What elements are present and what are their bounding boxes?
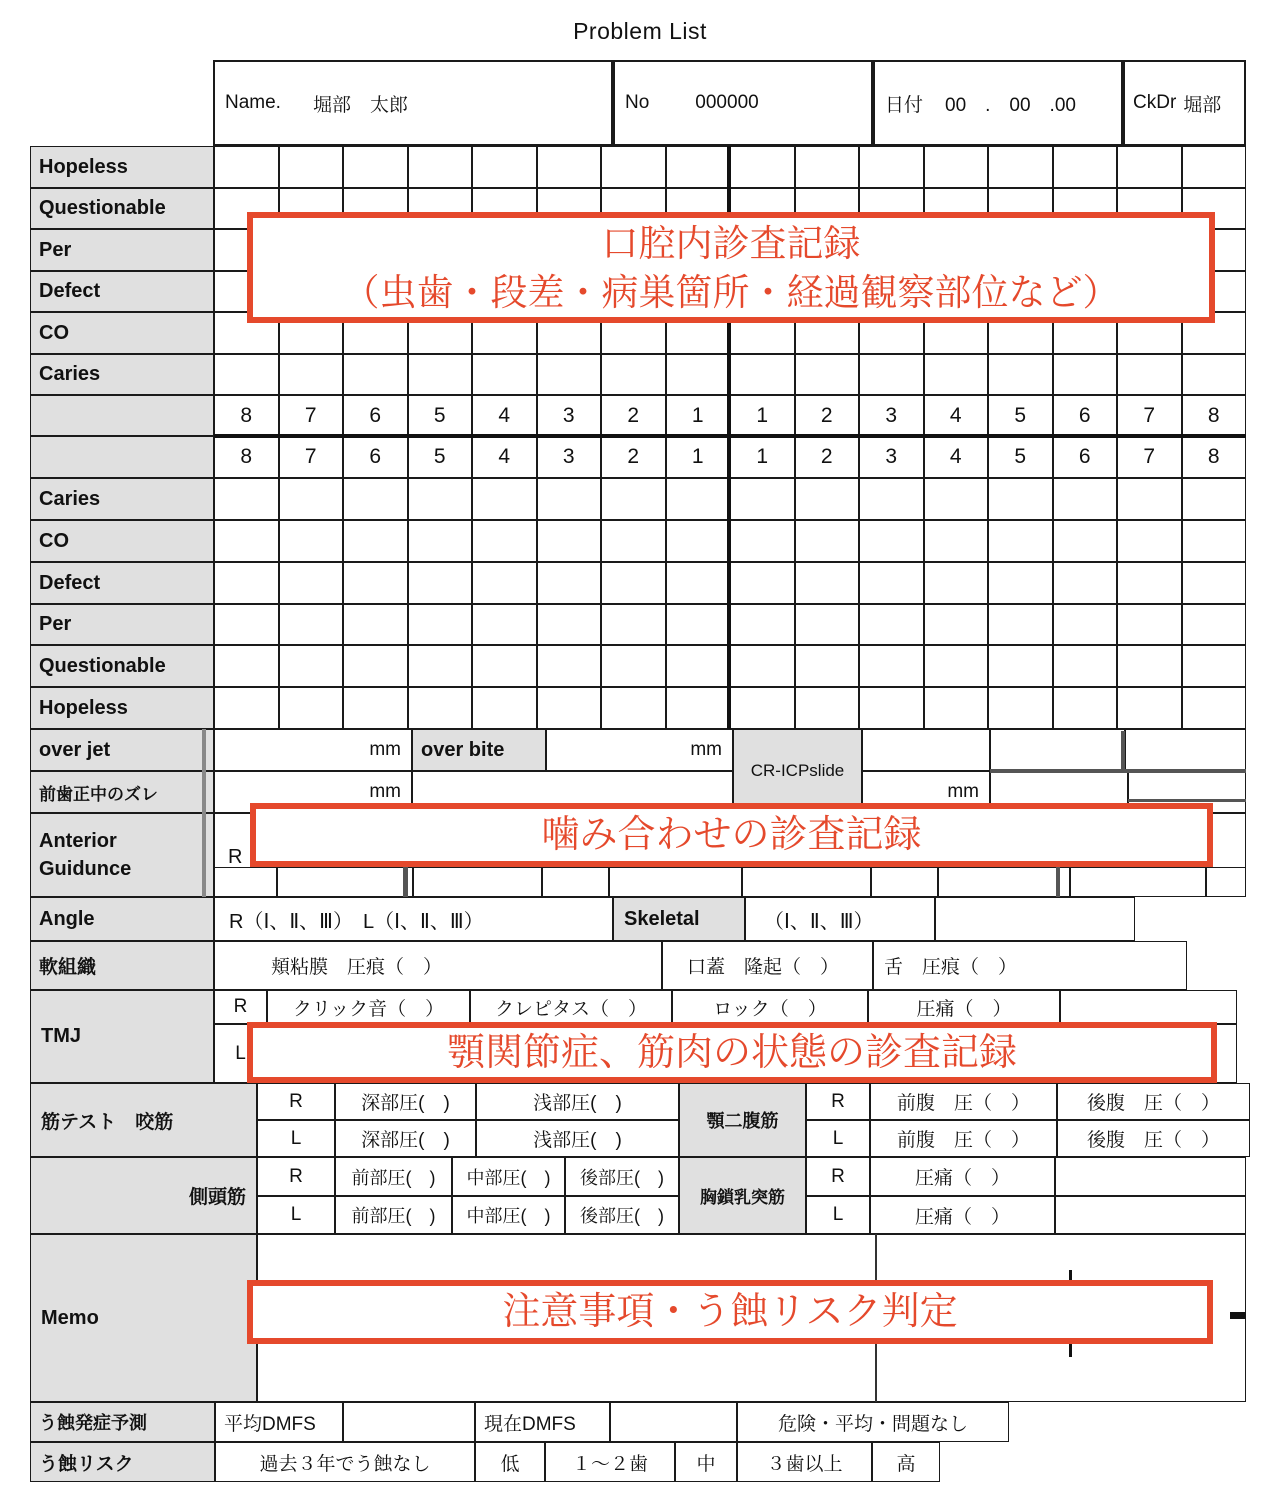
tmj-blank-cell xyxy=(1060,990,1237,1024)
anterior-guidance-subcell xyxy=(214,867,277,897)
grid-cell xyxy=(1117,562,1182,604)
grid-cell xyxy=(472,146,537,188)
grid-cell xyxy=(666,645,731,687)
tooth-number-cell-lower: 7 xyxy=(1117,436,1182,478)
digastric-label: 顎二腹筋 xyxy=(679,1083,806,1157)
header-date-cell xyxy=(873,60,1123,146)
caries-risk-none-cell: 過去３年でう蝕なし xyxy=(215,1442,475,1482)
grid-cell xyxy=(601,520,666,562)
caries-prediction-label: う蝕発症予測 xyxy=(30,1402,215,1442)
caries-risk-mid-cell: 中 xyxy=(675,1442,737,1482)
anterior-guidance-subcell xyxy=(609,867,742,897)
grid-cell xyxy=(988,478,1053,520)
grid-cell xyxy=(537,146,602,188)
grid-cell xyxy=(730,354,795,395)
no-label: No xyxy=(625,92,650,113)
grid-cell xyxy=(859,146,924,188)
midline-label: 前歯正中のズレ xyxy=(30,771,214,813)
overjet-blank-cell-2 xyxy=(990,729,1125,771)
avg-dmfs-value-cell xyxy=(343,1402,475,1442)
scm-label: 胸鎖乳突筋 xyxy=(679,1157,806,1234)
digastric-l-cell: L xyxy=(806,1120,870,1157)
grid-cell xyxy=(343,354,408,395)
grid-cell xyxy=(1117,687,1182,729)
grid-cell xyxy=(279,604,344,645)
no-value: 000000 xyxy=(695,92,759,113)
grid-cell xyxy=(730,604,795,645)
tooth-number-cell-lower: 1 xyxy=(666,436,731,478)
grid-cell xyxy=(730,478,795,520)
digastric-anterior-r-cell: 前腹 圧（ ） xyxy=(870,1083,1057,1120)
anterior-guidance-subcell xyxy=(277,867,413,897)
masseter-r-cell: R xyxy=(257,1083,335,1120)
tooth-number-cell-upper: 3 xyxy=(537,395,602,436)
anterior-guidance-subcell xyxy=(742,867,871,897)
scm-pain-l-cell: 圧痛（ ） xyxy=(870,1196,1055,1234)
grid-cell xyxy=(1117,478,1182,520)
tooth-number-cell-upper: 8 xyxy=(214,395,279,436)
artifact-gray-line-v4 xyxy=(202,729,206,897)
grid-cell xyxy=(343,687,408,729)
tmj-label: TMJ xyxy=(30,990,214,1083)
grid-cell xyxy=(408,520,473,562)
grid-cell xyxy=(859,645,924,687)
caries-risk-low-cell: 低 xyxy=(475,1442,545,1482)
memo-label: Memo xyxy=(30,1234,257,1402)
grid-cell xyxy=(795,645,860,687)
grid-cell xyxy=(472,687,537,729)
temporalis-rear-r-cell: 後部圧( ) xyxy=(565,1157,679,1196)
tooth-number-cell-upper: 4 xyxy=(924,395,989,436)
grid-cell xyxy=(859,478,924,520)
tooth-number-cell-upper: 5 xyxy=(988,395,1053,436)
digastric-posterior-r-cell: 後腹 圧（ ） xyxy=(1057,1083,1250,1120)
tooth-number-cell-lower: 3 xyxy=(537,436,602,478)
tooth-number-label-stub-upper xyxy=(30,395,214,436)
grid-cell xyxy=(408,146,473,188)
scm-blank-r-cell xyxy=(1055,1157,1246,1196)
tooth-number-cell-upper: 7 xyxy=(279,395,344,436)
tooth-grid-occlusal-line xyxy=(214,434,1246,438)
anterior-guidance-label-line1: Anterior xyxy=(39,830,117,852)
grid-cell xyxy=(988,146,1053,188)
grid-cell xyxy=(472,354,537,395)
grid-cell xyxy=(279,478,344,520)
grid-cell xyxy=(730,687,795,729)
temporalis-middle-r-cell: 中部圧( ) xyxy=(452,1157,565,1196)
digastric-r-cell: R xyxy=(806,1083,870,1120)
grid-cell xyxy=(537,604,602,645)
grid-cell xyxy=(214,645,279,687)
angle-label: Angle xyxy=(30,897,214,941)
temporalis-rear-l-cell: 後部圧( ) xyxy=(565,1196,679,1234)
grid-cell xyxy=(472,520,537,562)
artifact-gray-line-h1 xyxy=(990,769,1246,773)
grid-cell xyxy=(859,687,924,729)
annotation-tmj-text: 顎関節症、筋肉の状態の診査記録 xyxy=(446,1031,1017,1074)
grid-cell xyxy=(924,645,989,687)
scm-r-cell: R xyxy=(806,1157,870,1196)
grid-cell xyxy=(214,562,279,604)
tooth-number-label-stub-lower xyxy=(30,436,214,478)
grid-cell xyxy=(408,604,473,645)
grid-cell xyxy=(1182,604,1247,645)
grid-cell xyxy=(279,562,344,604)
grid-cell xyxy=(666,562,731,604)
grid-cell xyxy=(537,354,602,395)
tooth-number-cell-lower: 1 xyxy=(730,436,795,478)
grid-cell xyxy=(279,354,344,395)
grid-cell xyxy=(408,687,473,729)
grid-cell xyxy=(666,478,731,520)
masseter-shallow-l-cell: 浅部圧( ) xyxy=(476,1120,679,1157)
scm-pain-r-cell: 圧痛（ ） xyxy=(870,1157,1055,1196)
grid-cell xyxy=(795,146,860,188)
grid-cell xyxy=(795,562,860,604)
anterior-guidance-subcell xyxy=(871,867,938,897)
angle-blank-cell xyxy=(935,897,1135,941)
row-label-co-upper: CO xyxy=(30,312,214,354)
midline-value-cell: mm xyxy=(214,771,412,813)
scm-l-cell: L xyxy=(806,1196,870,1234)
grid-cell xyxy=(730,146,795,188)
current-dmfs-value-cell xyxy=(610,1402,737,1442)
grid-cell xyxy=(859,520,924,562)
artifact-gray-line-v1 xyxy=(1121,731,1125,771)
grid-cell xyxy=(924,520,989,562)
annotation-intraoral-line1: 口腔内診査記録 xyxy=(601,222,861,264)
tooth-number-cell-upper: 6 xyxy=(1053,395,1118,436)
anterior-guidance-subcell xyxy=(1206,867,1246,897)
skeletal-label: Skeletal xyxy=(613,897,745,941)
row-label-defect-lower: Defect xyxy=(30,562,214,604)
tooth-number-cell-lower: 7 xyxy=(279,436,344,478)
grid-cell xyxy=(408,478,473,520)
header-ckdr-cell xyxy=(1123,60,1246,146)
soft-tissue-cheek-cell: 頬粘膜 圧痕（ ） xyxy=(214,941,662,990)
overjet-blank-cell-1 xyxy=(862,729,990,771)
date-value: 00 . 00 .00 xyxy=(945,94,1076,116)
grid-cell xyxy=(1117,604,1182,645)
caries-risk-one-two-cell: １〜２歯 xyxy=(545,1442,675,1482)
tooth-number-cell-lower: 2 xyxy=(795,436,860,478)
annotation-memo-text: 注意事項・う蝕リスク判定 xyxy=(502,1291,958,1333)
tooth-number-cell-upper: 1 xyxy=(730,395,795,436)
grid-cell xyxy=(924,687,989,729)
soft-tissue-label: 軟組織 xyxy=(30,941,214,990)
tooth-number-cell-lower: 2 xyxy=(601,436,666,478)
grid-cell xyxy=(988,520,1053,562)
grid-cell xyxy=(666,354,731,395)
grid-cell xyxy=(537,520,602,562)
grid-cell xyxy=(1182,645,1247,687)
grid-cell xyxy=(343,562,408,604)
tmj-pain-cell: 圧痛（ ） xyxy=(868,990,1060,1024)
anterior-guidance-subcell xyxy=(938,867,1070,897)
tooth-number-cell-upper: 4 xyxy=(472,395,537,436)
grid-cell xyxy=(601,478,666,520)
annotation-intraoral-line2: （虫歯・段差・病巣箇所・経過観察部位など） xyxy=(342,271,1120,313)
tooth-number-cell-upper: 6 xyxy=(343,395,408,436)
annotation-occlusion-exam xyxy=(250,803,1213,867)
grid-cell xyxy=(601,146,666,188)
row-label-caries-upper: Caries xyxy=(30,354,214,395)
grid-cell xyxy=(1182,687,1247,729)
overbite-value-cell: mm xyxy=(546,729,733,771)
caries-risk-three-plus-cell: ３歯以上 xyxy=(737,1442,872,1482)
grid-cell xyxy=(795,478,860,520)
grid-cell xyxy=(1053,478,1118,520)
grid-cell xyxy=(730,520,795,562)
grid-cell xyxy=(1053,687,1118,729)
grid-cell xyxy=(1053,604,1118,645)
grid-cell xyxy=(1182,520,1247,562)
annotation-occlusion-text: 噛み合わせの診査記録 xyxy=(541,814,922,856)
temporalis-r-cell: R xyxy=(257,1157,335,1196)
row-label-per-lower: Per xyxy=(30,604,214,645)
scm-blank-l-cell xyxy=(1055,1196,1246,1234)
tooth-number-cell-lower: 4 xyxy=(472,436,537,478)
grid-cell xyxy=(1117,146,1182,188)
grid-cell xyxy=(343,604,408,645)
grid-cell xyxy=(730,645,795,687)
grid-cell xyxy=(537,562,602,604)
temporalis-front-l-cell: 前部圧( ) xyxy=(335,1196,452,1234)
grid-cell xyxy=(795,520,860,562)
grid-cell xyxy=(214,687,279,729)
tooth-number-cell-upper: 1 xyxy=(666,395,731,436)
grid-cell xyxy=(343,645,408,687)
grid-cell xyxy=(859,354,924,395)
header-no-cell xyxy=(613,60,873,146)
grid-cell xyxy=(1117,645,1182,687)
cr-icp-value-cell: mm xyxy=(862,771,990,813)
anterior-guidance-label xyxy=(30,813,214,897)
temporalis-label: 側頭筋 xyxy=(30,1157,257,1234)
digastric-posterior-l-cell: 後腹 圧（ ） xyxy=(1057,1120,1250,1157)
grid-cell xyxy=(343,146,408,188)
grid-cell xyxy=(472,562,537,604)
name-label: Name. xyxy=(225,92,281,113)
tooth-number-cell-lower: 4 xyxy=(924,436,989,478)
grid-cell xyxy=(988,687,1053,729)
grid-cell xyxy=(601,354,666,395)
grid-cell xyxy=(214,604,279,645)
grid-cell xyxy=(343,478,408,520)
grid-cell xyxy=(279,146,344,188)
annotation-intraoral-exam xyxy=(247,212,1215,323)
artifact-gray-line-v2 xyxy=(403,867,408,897)
tooth-number-cell-upper: 8 xyxy=(1182,395,1247,436)
grid-cell xyxy=(795,687,860,729)
tooth-number-cell-lower: 6 xyxy=(343,436,408,478)
page-title: Problem List xyxy=(573,18,707,44)
row-label-hopeless-upper: Hopeless xyxy=(30,146,214,188)
tooth-number-cell-lower: 6 xyxy=(1053,436,1118,478)
tmj-click-cell: クリック音（ ） xyxy=(267,990,470,1024)
ckdr-value: 堀部 xyxy=(1183,94,1222,116)
masseter-deep-l-cell: 深部圧( ) xyxy=(335,1120,476,1157)
row-label-questionable-lower: Questionable xyxy=(30,645,214,687)
grid-cell xyxy=(988,354,1053,395)
grid-cell xyxy=(1053,146,1118,188)
grid-cell xyxy=(924,562,989,604)
grid-cell xyxy=(408,562,473,604)
grid-cell xyxy=(988,562,1053,604)
grid-cell xyxy=(1182,354,1247,395)
anterior-guidance-r: R xyxy=(228,846,243,868)
grid-cell xyxy=(1182,478,1247,520)
overbite-label: over bite xyxy=(412,729,546,771)
tooth-number-cell-upper: 3 xyxy=(859,395,924,436)
grid-cell xyxy=(1117,520,1182,562)
tooth-number-cell-upper: 5 xyxy=(408,395,473,436)
grid-cell xyxy=(1053,354,1118,395)
skeletal-values-cell: （Ⅰ、Ⅱ、Ⅲ） xyxy=(745,897,935,941)
grid-cell xyxy=(279,645,344,687)
grid-cell xyxy=(730,562,795,604)
ckdr-label: CkDr xyxy=(1133,92,1177,113)
anterior-guidance-label-line2: Guidunce xyxy=(39,858,132,880)
overjet-label: over jet xyxy=(30,729,214,771)
grid-cell xyxy=(924,604,989,645)
grid-cell xyxy=(408,645,473,687)
tooth-number-cell-lower: 5 xyxy=(408,436,473,478)
grid-cell xyxy=(214,146,279,188)
grid-cell xyxy=(795,604,860,645)
grid-cell xyxy=(1053,562,1118,604)
anterior-guidance-subcell xyxy=(1070,867,1206,897)
grid-cell xyxy=(408,354,473,395)
digastric-anterior-l-cell: 前腹 圧（ ） xyxy=(870,1120,1057,1157)
temporalis-l-cell: L xyxy=(257,1196,335,1234)
masseter-l-cell: L xyxy=(257,1120,335,1157)
row-label-defect-upper: Defect xyxy=(30,271,214,312)
grid-cell xyxy=(537,645,602,687)
angle-values-cell: R（Ⅰ、Ⅱ、Ⅲ） L（Ⅰ、Ⅱ、Ⅲ） xyxy=(214,897,613,941)
masseter-shallow-r-cell: 浅部圧( ) xyxy=(476,1083,679,1120)
grid-cell xyxy=(1182,562,1247,604)
artifact-gray-line-h2 xyxy=(1128,799,1246,802)
grid-cell xyxy=(988,604,1053,645)
grid-cell xyxy=(214,354,279,395)
soft-tissue-tongue-cell: 舌 圧痕（ ） xyxy=(873,941,1187,990)
grid-cell xyxy=(795,354,860,395)
grid-cell xyxy=(1053,645,1118,687)
caries-risk-high-cell: 高 xyxy=(872,1442,940,1482)
tooth-number-cell-lower: 3 xyxy=(859,436,924,478)
tooth-number-cell-upper: 2 xyxy=(795,395,860,436)
anterior-guidance-subcell xyxy=(413,867,542,897)
grid-cell xyxy=(279,520,344,562)
grid-cell xyxy=(666,687,731,729)
grid-cell xyxy=(666,604,731,645)
tooth-number-cell-lower: 8 xyxy=(214,436,279,478)
caries-risk-label: う蝕リスク xyxy=(30,1442,215,1482)
grid-cell xyxy=(472,478,537,520)
grid-cell xyxy=(601,604,666,645)
grid-cell xyxy=(601,645,666,687)
grid-cell xyxy=(537,687,602,729)
row-label-co-lower: CO xyxy=(30,520,214,562)
grid-cell xyxy=(1117,354,1182,395)
grid-cell xyxy=(988,645,1053,687)
tmj-r-cell: R xyxy=(214,990,267,1024)
avg-dmfs-cell: 平均DMFS xyxy=(215,1402,343,1442)
temporalis-middle-l-cell: 中部圧( ) xyxy=(452,1196,565,1234)
grid-cell xyxy=(1053,520,1118,562)
grid-cell xyxy=(472,604,537,645)
tmj-crepitus-cell: クレピタス（ ） xyxy=(470,990,672,1024)
grid-cell xyxy=(924,354,989,395)
row-label-per-upper: Per xyxy=(30,229,214,271)
temporalis-front-r-cell: 前部圧( ) xyxy=(335,1157,452,1196)
grid-cell xyxy=(666,146,731,188)
grid-cell xyxy=(214,520,279,562)
row-label-questionable-upper: Questionable xyxy=(30,188,214,229)
date-label: 日付 xyxy=(885,94,924,116)
grid-cell xyxy=(1182,146,1247,188)
tooth-number-cell-upper: 2 xyxy=(601,395,666,436)
artifact-dash xyxy=(1230,1312,1246,1319)
muscle-test-masseter-label: 筋テスト 咬筋 xyxy=(30,1083,257,1157)
row-label-hopeless-lower: Hopeless xyxy=(30,687,214,729)
overjet-value-cell: mm xyxy=(214,729,412,771)
header-name-cell xyxy=(213,60,613,146)
grid-cell xyxy=(279,687,344,729)
grid-cell xyxy=(537,478,602,520)
tmj-lock-cell: ロック（ ） xyxy=(672,990,868,1024)
grid-cell xyxy=(924,478,989,520)
tmj-l-cell: L xyxy=(214,1024,267,1083)
grid-cell xyxy=(601,687,666,729)
grid-cell xyxy=(214,478,279,520)
annotation-tmj-muscle-exam xyxy=(247,1022,1217,1083)
row-label-caries-lower: Caries xyxy=(30,478,214,520)
grid-cell xyxy=(924,146,989,188)
risk-options-cell: 危険・平均・問題なし xyxy=(737,1402,1009,1442)
masseter-deep-r-cell: 深部圧( ) xyxy=(335,1083,476,1120)
tooth-number-cell-upper: 7 xyxy=(1117,395,1182,436)
tooth-number-cell-lower: 5 xyxy=(988,436,1053,478)
tooth-number-cell-lower: 8 xyxy=(1182,436,1247,478)
current-dmfs-cell: 現在DMFS xyxy=(475,1402,610,1442)
name-value: 堀部 太郎 xyxy=(312,94,408,116)
annotation-memo-risk xyxy=(247,1280,1213,1344)
cr-icp-slide-label: CR-ICPslide xyxy=(733,729,862,813)
soft-tissue-palate-cell: 口蓋 隆起（ ） xyxy=(662,941,873,990)
grid-cell xyxy=(859,604,924,645)
overjet-blank-cell-3 xyxy=(1125,729,1246,771)
grid-cell xyxy=(666,520,731,562)
grid-cell xyxy=(601,562,666,604)
grid-cell xyxy=(859,562,924,604)
grid-cell xyxy=(472,645,537,687)
grid-cell xyxy=(343,520,408,562)
anterior-guidance-subcell xyxy=(542,867,609,897)
